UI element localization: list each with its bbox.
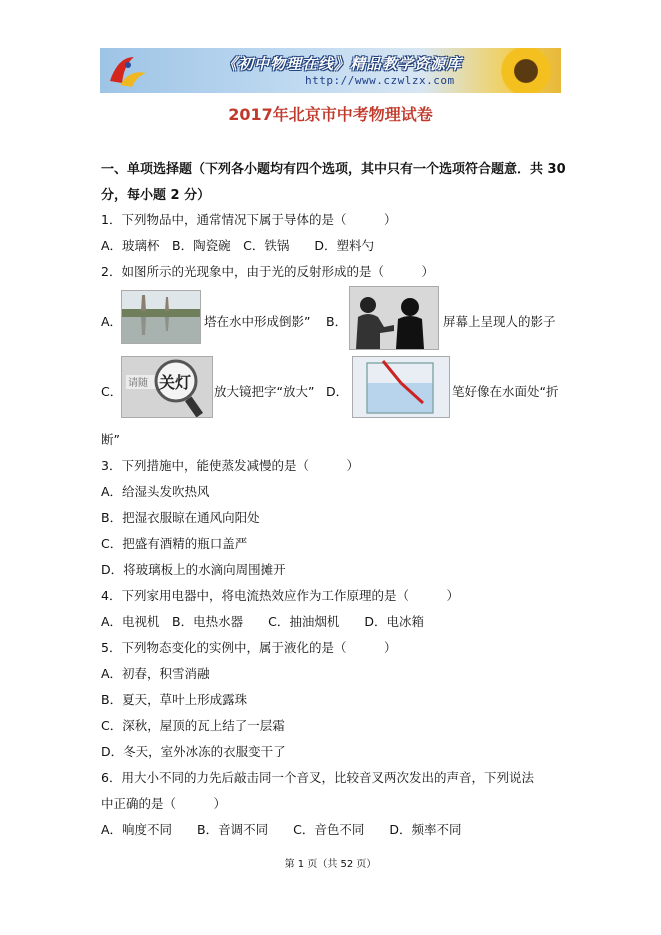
q2-option-a-label: A． xyxy=(101,314,123,329)
magnifier-large-text: 关灯 xyxy=(159,373,192,392)
logo-icon xyxy=(104,51,152,90)
q2-option-c-label: C． xyxy=(101,384,123,399)
q2-option-b-label: B． xyxy=(326,314,348,329)
section-heading-line1: 一、单项选择题（下列各小题均有四个选项，其中只有一个选项符合题意．共 30 xyxy=(101,162,566,177)
question-3-stem: 3．下列措施中，能使蒸发减慢的是（ ） xyxy=(101,458,359,473)
question-4-stem: 4．下列家用电器中，将电流热效应作为工作原理的是（ ） xyxy=(101,588,459,603)
q2-option-c-text: 放大镜把字“放大” xyxy=(214,384,315,399)
header-banner xyxy=(100,48,561,93)
question-6-options: A．响度不同 B．音调不同 C．音色不同 D．频率不同 xyxy=(101,822,462,837)
magnifier-image xyxy=(121,356,213,418)
question-1-stem: 1．下列物品中，通常情况下属于导体的是（ ） xyxy=(101,212,397,227)
q5-option-a: A．初春，积雪消融 xyxy=(101,666,210,681)
banner-title: 《初中物理在线》精品教学资源库 xyxy=(222,55,463,73)
banner-url: http://www.czwlzx.com xyxy=(305,74,455,87)
page-footer: 第 1 页（共 52 页） xyxy=(284,859,377,870)
q5-option-b: B．夏天，草叶上形成露珠 xyxy=(101,692,248,707)
q3-option-a: A．给湿头发吹热风 xyxy=(101,484,210,499)
q5-option-d: D．冬天，室外冰冻的衣服变干了 xyxy=(101,744,286,759)
question-5-stem: 5．下列物态变化的实例中，属于液化的是（ ） xyxy=(101,640,397,655)
q2-option-d-text: 笔好像在水面处“折 xyxy=(452,384,559,399)
q2-option-d-label: D． xyxy=(326,384,349,399)
page-title: 2017年北京市中考物理试卷 xyxy=(228,105,433,124)
question-2-stem: 2．如图所示的光现象中，由于光的反射形成的是（ ） xyxy=(101,264,434,279)
q3-option-d: D．将玻璃板上的水滴向周围摊开 xyxy=(101,562,286,577)
section-heading-line2: 分，每小题 2 分） xyxy=(101,188,211,203)
q3-option-b: B．把湿衣服晾在通风向阳处 xyxy=(101,510,260,525)
q5-option-c: C．深秋，屋顶的瓦上结了一层霜 xyxy=(101,718,285,733)
question-1-options: A．玻璃杯 B．陶瓷碗 C．铁锅 D．塑料勺 xyxy=(101,238,374,253)
magnifier-small-text: 请随 xyxy=(128,378,148,389)
question-6-stem-line1: 6．用大小不同的力先后敲击同一个音叉，比较音叉两次发出的声音，下列说法 xyxy=(101,770,534,785)
shadow-on-screen-image xyxy=(349,286,439,350)
q3-option-c: C．把盛有酒精的瓶口盖严 xyxy=(101,536,248,551)
question-6-stem-line2: 中正确的是（ ） xyxy=(101,796,227,811)
q2-option-b-text: 屏幕上呈现人的影子 xyxy=(443,314,556,329)
pencil-in-water-image xyxy=(352,356,450,418)
q2-option-d-text-cont: 断” xyxy=(101,432,120,447)
q2-option-a-text: 塔在水中形成倒影” xyxy=(204,314,311,329)
sunflower-icon xyxy=(497,48,555,93)
question-4-options: A．电视机 B．电热水器 C．抽油烟机 D．电冰箱 xyxy=(101,614,424,629)
pagoda-reflection-image xyxy=(121,290,201,344)
